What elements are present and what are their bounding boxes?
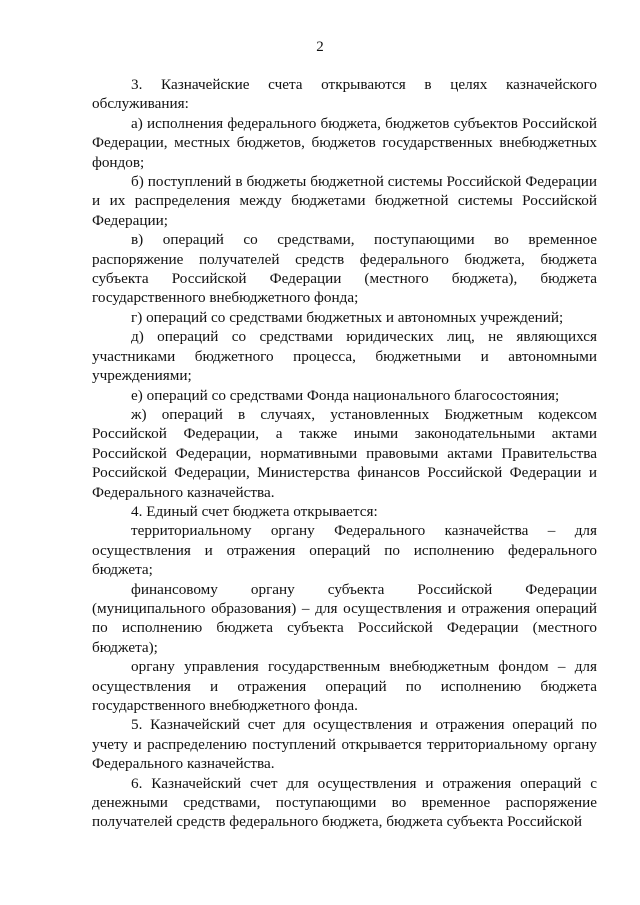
- paragraph-3zh: ж) операций в случаях, установленных Бюджетным кодексом Российской Федерации, а также иными законодательными актами Российской Федерации, нормативными правовыми актами Правительства Российской Федерации, Министерства финансов Российской Федерации и Федерального казначейства.: [92, 405, 597, 501]
- paragraph-3-intro: 3. Казначейские счета открываются в целях казначейского обслуживания:: [92, 76, 597, 113]
- paragraph-4-fund: органу управления государственным внебюджетным фондом – для осуществления и отражения операций по исполнению бюджета государственного внебюджетного фонда.: [92, 658, 597, 714]
- paragraph-4-federal: территориальному органу Федерального казначейства – для осуществления и отражения операций по исполнению федерального бюджета;: [92, 522, 597, 579]
- paragraph-3g: г) операций со средствами бюджетных и автономных учреждений;: [131, 308, 564, 326]
- page-number: 2: [316, 39, 324, 55]
- paragraph-3a: а) исполнения федерального бюджета, бюджетов субъектов Российской Федерации, местных бюджетов, бюджетов государственных внебюджетных фондов;: [92, 114, 597, 171]
- paragraph-4-intro: 4. Единый счет бюджета открывается:: [131, 502, 378, 520]
- document-body: [92, 75, 597, 832]
- paragraph-4-regional: финансовому органу субъекта Российской Федерации (муниципального образования) – для осуществления и отражения операций по исполнению бюджета субъекта Российской Федерации (местного бюджета);: [92, 580, 597, 656]
- paragraph-5: 5. Казначейский счет для осуществления и отражения операций по учету и распределению поступлений открывается территориальному органу Федерального казначейства.: [92, 716, 597, 773]
- paragraph-3e: е) операций со средствами Фонда национального благосостояния;: [131, 386, 560, 404]
- paragraph-3v: в) операций со средствами, поступающими во временное распоряжение получателей средств федерального бюджета, бюджета субъекта Российской Федерации (местного бюджета), бюджета государственного внебюджетного фонда;: [92, 231, 597, 307]
- paragraph-6: 6. Казначейский счет для осуществления и отражения операций с денежными средствами, поступающими во временное распоряжение получателей средств федерального бюджета, бюджета субъекта Российской: [92, 774, 597, 831]
- paragraph-3d: д) операций со средствами юридических лиц, не являющихся участниками бюджетного процесса, бюджетными и автономными учреждениями;: [92, 328, 597, 385]
- paragraph-3b: б) поступлений в бюджеты бюджетной системы Российской Федерации и их распределения между бюджетами бюджетной системы Российской Федерации;: [92, 173, 597, 229]
